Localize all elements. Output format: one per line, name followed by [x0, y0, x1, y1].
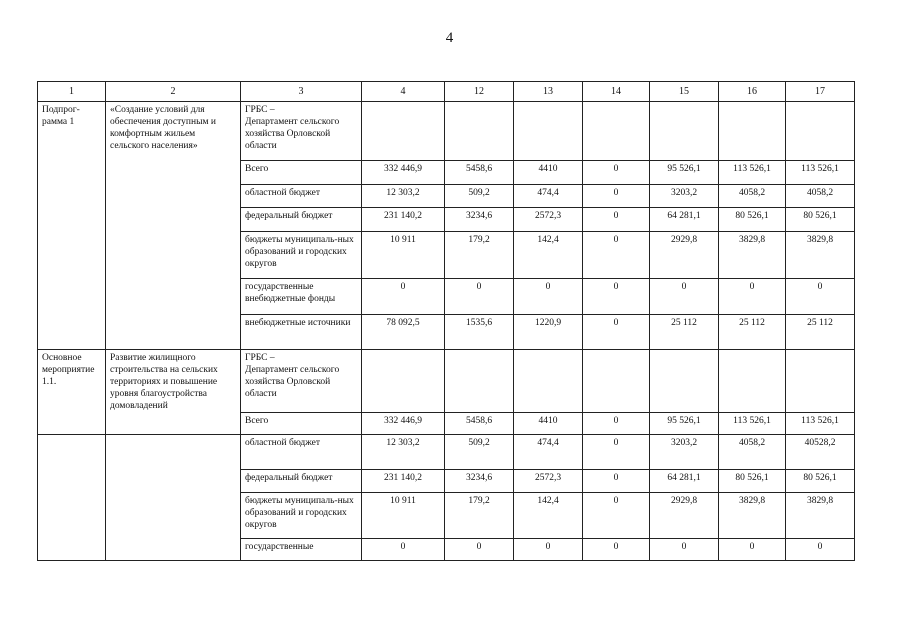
program-title-cell: Развитие жилищного строительства на сельских территориях и повышение уровня благоустройства домовладений	[106, 350, 241, 435]
funding-source-cell: федеральный бюджет	[241, 470, 362, 493]
value-cell	[786, 350, 855, 413]
value-cell: 0	[786, 279, 855, 315]
value-cell: 12 303,2	[362, 185, 445, 208]
column-header: 14	[583, 82, 650, 102]
value-cell: 0	[583, 161, 650, 185]
column-header: 13	[514, 82, 583, 102]
value-cell: 2929,8	[650, 232, 719, 279]
funding-source-cell: государственные	[241, 539, 362, 561]
value-cell: 0	[583, 279, 650, 315]
program-name-cell: Подпрог- рамма 1	[38, 102, 106, 350]
value-cell	[445, 102, 514, 161]
value-cell: 0	[719, 279, 786, 315]
value-cell: 3234,6	[445, 470, 514, 493]
funding-source-cell: федеральный бюджет	[241, 208, 362, 232]
value-cell: 4058,2	[719, 185, 786, 208]
value-cell: 474,4	[514, 435, 583, 470]
value-cell: 2929,8	[650, 493, 719, 539]
value-cell: 474,4	[514, 185, 583, 208]
value-cell: 0	[583, 315, 650, 350]
page-number: 4	[445, 30, 454, 46]
value-cell: 10 911	[362, 493, 445, 539]
value-cell: 0	[650, 279, 719, 315]
value-cell: 0	[583, 435, 650, 470]
value-cell: 0	[362, 279, 445, 315]
value-cell: 95 526,1	[650, 161, 719, 185]
funding-source-cell: Всего	[241, 161, 362, 185]
value-cell: 113 526,1	[719, 161, 786, 185]
value-cell: 332 446,9	[362, 413, 445, 435]
funding-source-cell: бюджеты муниципаль-ных образований и городских округов	[241, 232, 362, 279]
value-cell: 25 112	[719, 315, 786, 350]
value-cell: 5458,6	[445, 413, 514, 435]
value-cell	[719, 102, 786, 161]
value-cell: 25 112	[786, 315, 855, 350]
value-cell: 113 526,1	[786, 413, 855, 435]
table-row	[38, 435, 855, 470]
value-cell: 2572,3	[514, 208, 583, 232]
value-cell: 4410	[514, 161, 583, 185]
value-cell: 142,4	[514, 232, 583, 279]
value-cell: 4410	[514, 413, 583, 435]
funding-source-cell: областной бюджет	[241, 185, 362, 208]
value-cell: 0	[583, 208, 650, 232]
value-cell: 113 526,1	[719, 413, 786, 435]
table-row	[38, 350, 855, 413]
value-cell: 3829,8	[786, 232, 855, 279]
value-cell: 179,2	[445, 493, 514, 539]
value-cell	[650, 102, 719, 161]
program-title-cell	[106, 435, 241, 561]
value-cell: 0	[719, 539, 786, 561]
header-row	[38, 82, 855, 102]
column-header: 15	[650, 82, 719, 102]
value-cell: 0	[583, 493, 650, 539]
value-cell: 10 911	[362, 232, 445, 279]
funding-source-cell: Всего	[241, 413, 362, 435]
value-cell: 0	[514, 539, 583, 561]
value-cell	[583, 350, 650, 413]
value-cell: 4058,2	[719, 435, 786, 470]
value-cell: 3829,8	[719, 493, 786, 539]
value-cell: 179,2	[445, 232, 514, 279]
column-header: 16	[719, 82, 786, 102]
value-cell: 0	[786, 539, 855, 561]
value-cell: 113 526,1	[786, 161, 855, 185]
column-header: 17	[786, 82, 855, 102]
funding-source-cell: ГРБС – Департамент сельского хозяйства Орловской области	[241, 350, 362, 413]
column-header: 2	[106, 82, 241, 102]
value-cell: 231 140,2	[362, 470, 445, 493]
column-header: 12	[445, 82, 514, 102]
value-cell: 1220,9	[514, 315, 583, 350]
value-cell: 3829,8	[786, 493, 855, 539]
value-cell	[719, 350, 786, 413]
value-cell: 231 140,2	[362, 208, 445, 232]
value-cell: 40528,2	[786, 435, 855, 470]
value-cell	[583, 102, 650, 161]
budget-table	[37, 81, 855, 561]
value-cell	[650, 350, 719, 413]
value-cell: 0	[514, 279, 583, 315]
value-cell: 332 446,9	[362, 161, 445, 185]
value-cell: 25 112	[650, 315, 719, 350]
table-row	[38, 102, 855, 161]
value-cell: 80 526,1	[786, 208, 855, 232]
funding-source-cell: ГРБС – Департамент сельского хозяйства Орловской области	[241, 102, 362, 161]
value-cell: 0	[445, 279, 514, 315]
column-header: 1	[38, 82, 106, 102]
value-cell: 80 526,1	[719, 470, 786, 493]
funding-source-cell: бюджеты муниципаль-ных образований и городских округов	[241, 493, 362, 539]
value-cell: 2572,3	[514, 470, 583, 493]
value-cell: 64 281,1	[650, 208, 719, 232]
value-cell: 3203,2	[650, 185, 719, 208]
value-cell	[362, 350, 445, 413]
value-cell: 0	[650, 539, 719, 561]
column-header: 4	[362, 82, 445, 102]
value-cell: 64 281,1	[650, 470, 719, 493]
program-name-cell: Основное мероприятие 1.1.	[38, 350, 106, 435]
value-cell: 3203,2	[650, 435, 719, 470]
value-cell: 0	[583, 232, 650, 279]
funding-source-cell: государственные внебюджетные фонды	[241, 279, 362, 315]
value-cell	[786, 102, 855, 161]
value-cell: 0	[362, 539, 445, 561]
value-cell: 3234,6	[445, 208, 514, 232]
funding-source-cell: внебюджетные источники	[241, 315, 362, 350]
value-cell: 80 526,1	[719, 208, 786, 232]
value-cell: 5458,6	[445, 161, 514, 185]
value-cell: 78 092,5	[362, 315, 445, 350]
value-cell: 4058,2	[786, 185, 855, 208]
value-cell: 80 526,1	[786, 470, 855, 493]
value-cell	[362, 102, 445, 161]
value-cell	[445, 350, 514, 413]
column-header: 3	[241, 82, 362, 102]
value-cell: 142,4	[514, 493, 583, 539]
value-cell: 0	[583, 185, 650, 208]
value-cell	[514, 102, 583, 161]
value-cell: 509,2	[445, 435, 514, 470]
program-name-cell	[38, 435, 106, 561]
value-cell: 0	[445, 539, 514, 561]
value-cell: 95 526,1	[650, 413, 719, 435]
value-cell: 12 303,2	[362, 435, 445, 470]
value-cell: 0	[583, 539, 650, 561]
value-cell: 509,2	[445, 185, 514, 208]
funding-source-cell: областной бюджет	[241, 435, 362, 470]
value-cell: 1535,6	[445, 315, 514, 350]
value-cell: 0	[583, 413, 650, 435]
program-title-cell: «Создание условий для обеспечения доступным и комфортным жильем сельского населения»	[106, 102, 241, 350]
value-cell: 3829,8	[719, 232, 786, 279]
value-cell	[514, 350, 583, 413]
value-cell: 0	[583, 470, 650, 493]
